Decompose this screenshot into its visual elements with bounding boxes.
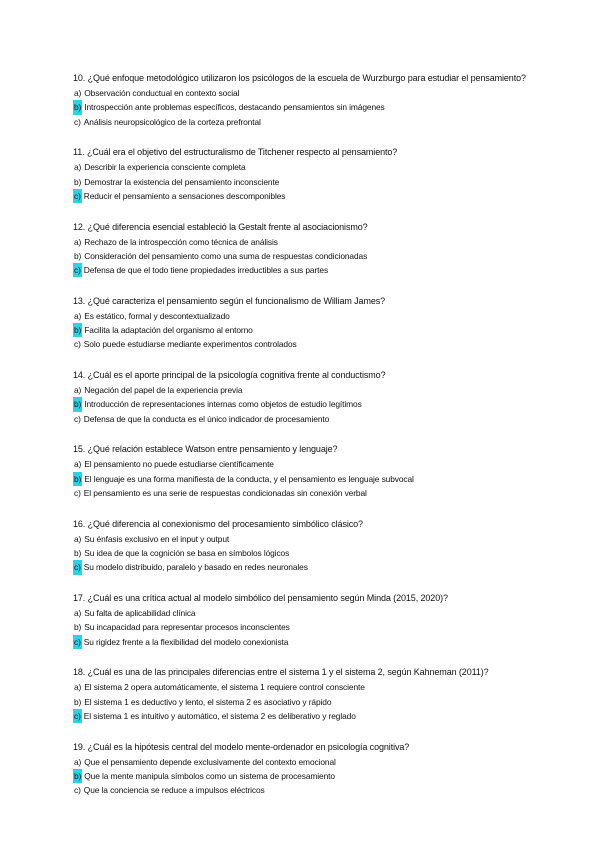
answer-option xyxy=(73,86,560,100)
answer-option xyxy=(73,249,560,263)
answer-text: El pensamiento es una serie de respuestas condicionadas sin conexión verbal xyxy=(83,487,367,498)
question-block xyxy=(73,443,560,500)
highlighted-answer-letter: c) xyxy=(73,263,82,277)
answer-option xyxy=(73,100,560,114)
answer-option xyxy=(73,606,560,620)
answer-text: Su rigidez frente a la flexibilidad del modelo conexionista xyxy=(83,636,289,647)
answer-option xyxy=(73,635,560,649)
answer-letter: c) xyxy=(74,339,81,350)
answer-option xyxy=(73,115,560,129)
answer-option xyxy=(73,546,560,560)
answer-letter: c) xyxy=(74,487,81,498)
answer-option xyxy=(73,189,560,203)
answer-text: Análisis neuropsicológico de la corteza prefrontal xyxy=(83,116,261,127)
answer-option xyxy=(73,532,560,546)
question-text: 16. ¿Qué diferencia al conexionismo del procesamiento simbólico clásico? xyxy=(73,518,363,529)
question-list xyxy=(73,72,560,797)
highlighted-answer-letter: b) xyxy=(73,472,82,486)
answer-text: Su incapacidad para representar procesos inconscientes xyxy=(84,622,290,633)
answer-option xyxy=(73,383,560,397)
answer-option xyxy=(73,783,560,797)
answer-letter: a) xyxy=(74,310,82,321)
highlighted-answer-letter: b) xyxy=(73,323,82,337)
answer-text: Su idea de que la cognición se basa en símbolos lógicos xyxy=(84,547,290,558)
question-block xyxy=(73,592,560,649)
answer-text: Es estático, formal y descontextualizado xyxy=(84,310,230,321)
answer-option xyxy=(73,755,560,769)
question-text: 18. ¿Cuál es una de las principales diferencias entre el sistema 1 y el sistema 2, según Kahneman (2011)? xyxy=(73,667,489,678)
answer-letter: c) xyxy=(74,116,81,127)
answer-option xyxy=(73,457,560,471)
answer-option xyxy=(73,397,560,411)
answer-option xyxy=(73,620,560,634)
answer-option xyxy=(73,680,560,694)
answer-option xyxy=(73,323,560,337)
question-block xyxy=(73,295,560,352)
answer-letter: a) xyxy=(74,459,82,470)
answer-text: Su falta de aplicabilidad clínica xyxy=(84,607,196,618)
answer-text: Que la conciencia se reduce a impulsos eléctricos xyxy=(83,785,265,796)
answer-text: Demostrar la existencia del pensamiento inconsciente xyxy=(84,176,280,187)
answer-text: El sistema 1 es deductivo y lento, el sistema 2 es asociativo y rápido xyxy=(84,696,332,707)
highlighted-answer-letter: c) xyxy=(73,635,82,649)
answer-option xyxy=(73,309,560,323)
question-text: 17. ¿Cuál es una crítica actual al modelo simbólico del pensamiento según Minda (2015, 2020)? xyxy=(73,593,448,604)
answer-option xyxy=(73,560,560,574)
answer-option xyxy=(73,263,560,277)
highlighted-answer-letter: c) xyxy=(73,189,82,203)
answer-letter: a) xyxy=(74,682,82,693)
answer-text: Negación del papel de la experiencia previa xyxy=(84,385,243,396)
answer-text: Reducir el pensamiento a sensaciones descomponibles xyxy=(83,190,286,201)
answer-option xyxy=(73,472,560,486)
answer-text: Que el pensamiento depende exclusivamente del contexto emocional xyxy=(84,756,336,767)
answer-option xyxy=(73,175,560,189)
answer-letter: a) xyxy=(74,533,82,544)
question-block xyxy=(73,72,560,129)
highlighted-answer-letter: b) xyxy=(73,397,82,411)
answer-letter: a) xyxy=(74,87,82,98)
answer-letter: b) xyxy=(74,622,82,633)
question-text: 19. ¿Cuál es la hipótesis central del modelo mente-ordenador en psicología cognitiva? xyxy=(73,741,410,752)
answer-text: El lenguaje es una forma manifiesta de la conducta, y el pensamiento es lenguaje subvocal xyxy=(84,473,414,484)
question-text: 11. ¿Cuál era el objetivo del estructuralismo de Titchener respecto al pensamiento? xyxy=(73,147,398,158)
highlighted-answer-letter: c) xyxy=(73,709,82,723)
question-block xyxy=(73,518,560,575)
answer-text: Defensa de que el todo tiene propiedades irreductibles a sus partes xyxy=(83,265,329,276)
answer-text: Defensa de que la conducta es el único indicador de procesamiento xyxy=(83,413,330,424)
answer-text: Introspección ante problemas específicos, destacando pensamientos sin imágenes xyxy=(84,102,385,113)
question-block xyxy=(73,666,560,723)
question-block xyxy=(73,741,560,798)
answer-text: Observación conductual en contexto social xyxy=(84,87,240,98)
answer-text: Rechazo de la introspección como técnica de análisis xyxy=(84,236,278,247)
answer-option xyxy=(73,769,560,783)
highlighted-answer-letter: b) xyxy=(73,100,82,114)
answer-text: Solo puede estudiarse mediante experimentos controlados xyxy=(83,339,297,350)
question-block xyxy=(73,221,560,278)
question-text: 13. ¿Qué caracteriza el pensamiento según el funcionalismo de William James? xyxy=(73,295,386,306)
question-block xyxy=(73,146,560,203)
answer-letter: b) xyxy=(74,250,82,261)
answer-letter: b) xyxy=(74,547,82,558)
answer-letter: a) xyxy=(74,607,82,618)
answer-letter: c) xyxy=(74,413,81,424)
answer-letter: a) xyxy=(74,236,82,247)
answer-option xyxy=(73,709,560,723)
answer-letter: a) xyxy=(74,162,82,173)
highlighted-answer-letter: c) xyxy=(73,560,82,574)
highlighted-answer-letter: b) xyxy=(73,769,82,783)
answer-option xyxy=(73,486,560,500)
answer-text: El pensamiento no puede estudiarse científicamente xyxy=(84,459,274,470)
answer-option xyxy=(73,337,560,351)
question-text: 14. ¿Cuál es el aporte principal de la psicología cognitiva frente al conductismo? xyxy=(73,370,386,381)
question-text: 12. ¿Qué diferencia esencial estableció la Gestalt frente al asociacionismo? xyxy=(73,221,368,232)
answer-text: El sistema 2 opera automáticamente, el sistema 1 requiere control consciente xyxy=(84,682,365,693)
answer-option xyxy=(73,235,560,249)
answer-letter: b) xyxy=(74,696,82,707)
answer-text: Su modelo distribuido, paralelo y basado en redes neuronales xyxy=(83,562,308,573)
answer-letter: a) xyxy=(74,756,82,767)
question-text: 10. ¿Qué enfoque metodológico utilizaron los psicólogos de la escuela de Wurzburgo para estudiar el pensamiento? xyxy=(73,73,526,83)
answer-text: Que la mente manipula símbolos como un sistema de procesamiento xyxy=(84,770,335,781)
answer-text: Describir la experiencia consciente completa xyxy=(84,162,246,173)
answer-letter: a) xyxy=(74,385,82,396)
answer-text: Facilita la adaptación del organismo al entorno xyxy=(84,325,253,336)
answer-text: Su énfasis exclusivo en el input y output xyxy=(84,533,230,544)
answer-letter: c) xyxy=(74,785,81,796)
answer-option xyxy=(73,412,560,426)
answer-text: Introducción de representaciones internas como objetos de estudio legítimos xyxy=(84,399,362,410)
question-block xyxy=(73,369,560,426)
answer-option xyxy=(73,160,560,174)
answer-text: El sistema 1 es intuitivo y automático, el sistema 2 es deliberativo y reglado xyxy=(83,710,356,721)
answer-letter: b) xyxy=(74,176,82,187)
question-text: 15. ¿Qué relación establece Watson entre pensamiento y lenguaje? xyxy=(73,444,338,455)
answer-text: Consideración del pensamiento como una suma de respuestas condicionadas xyxy=(84,250,368,261)
answer-option xyxy=(73,695,560,709)
